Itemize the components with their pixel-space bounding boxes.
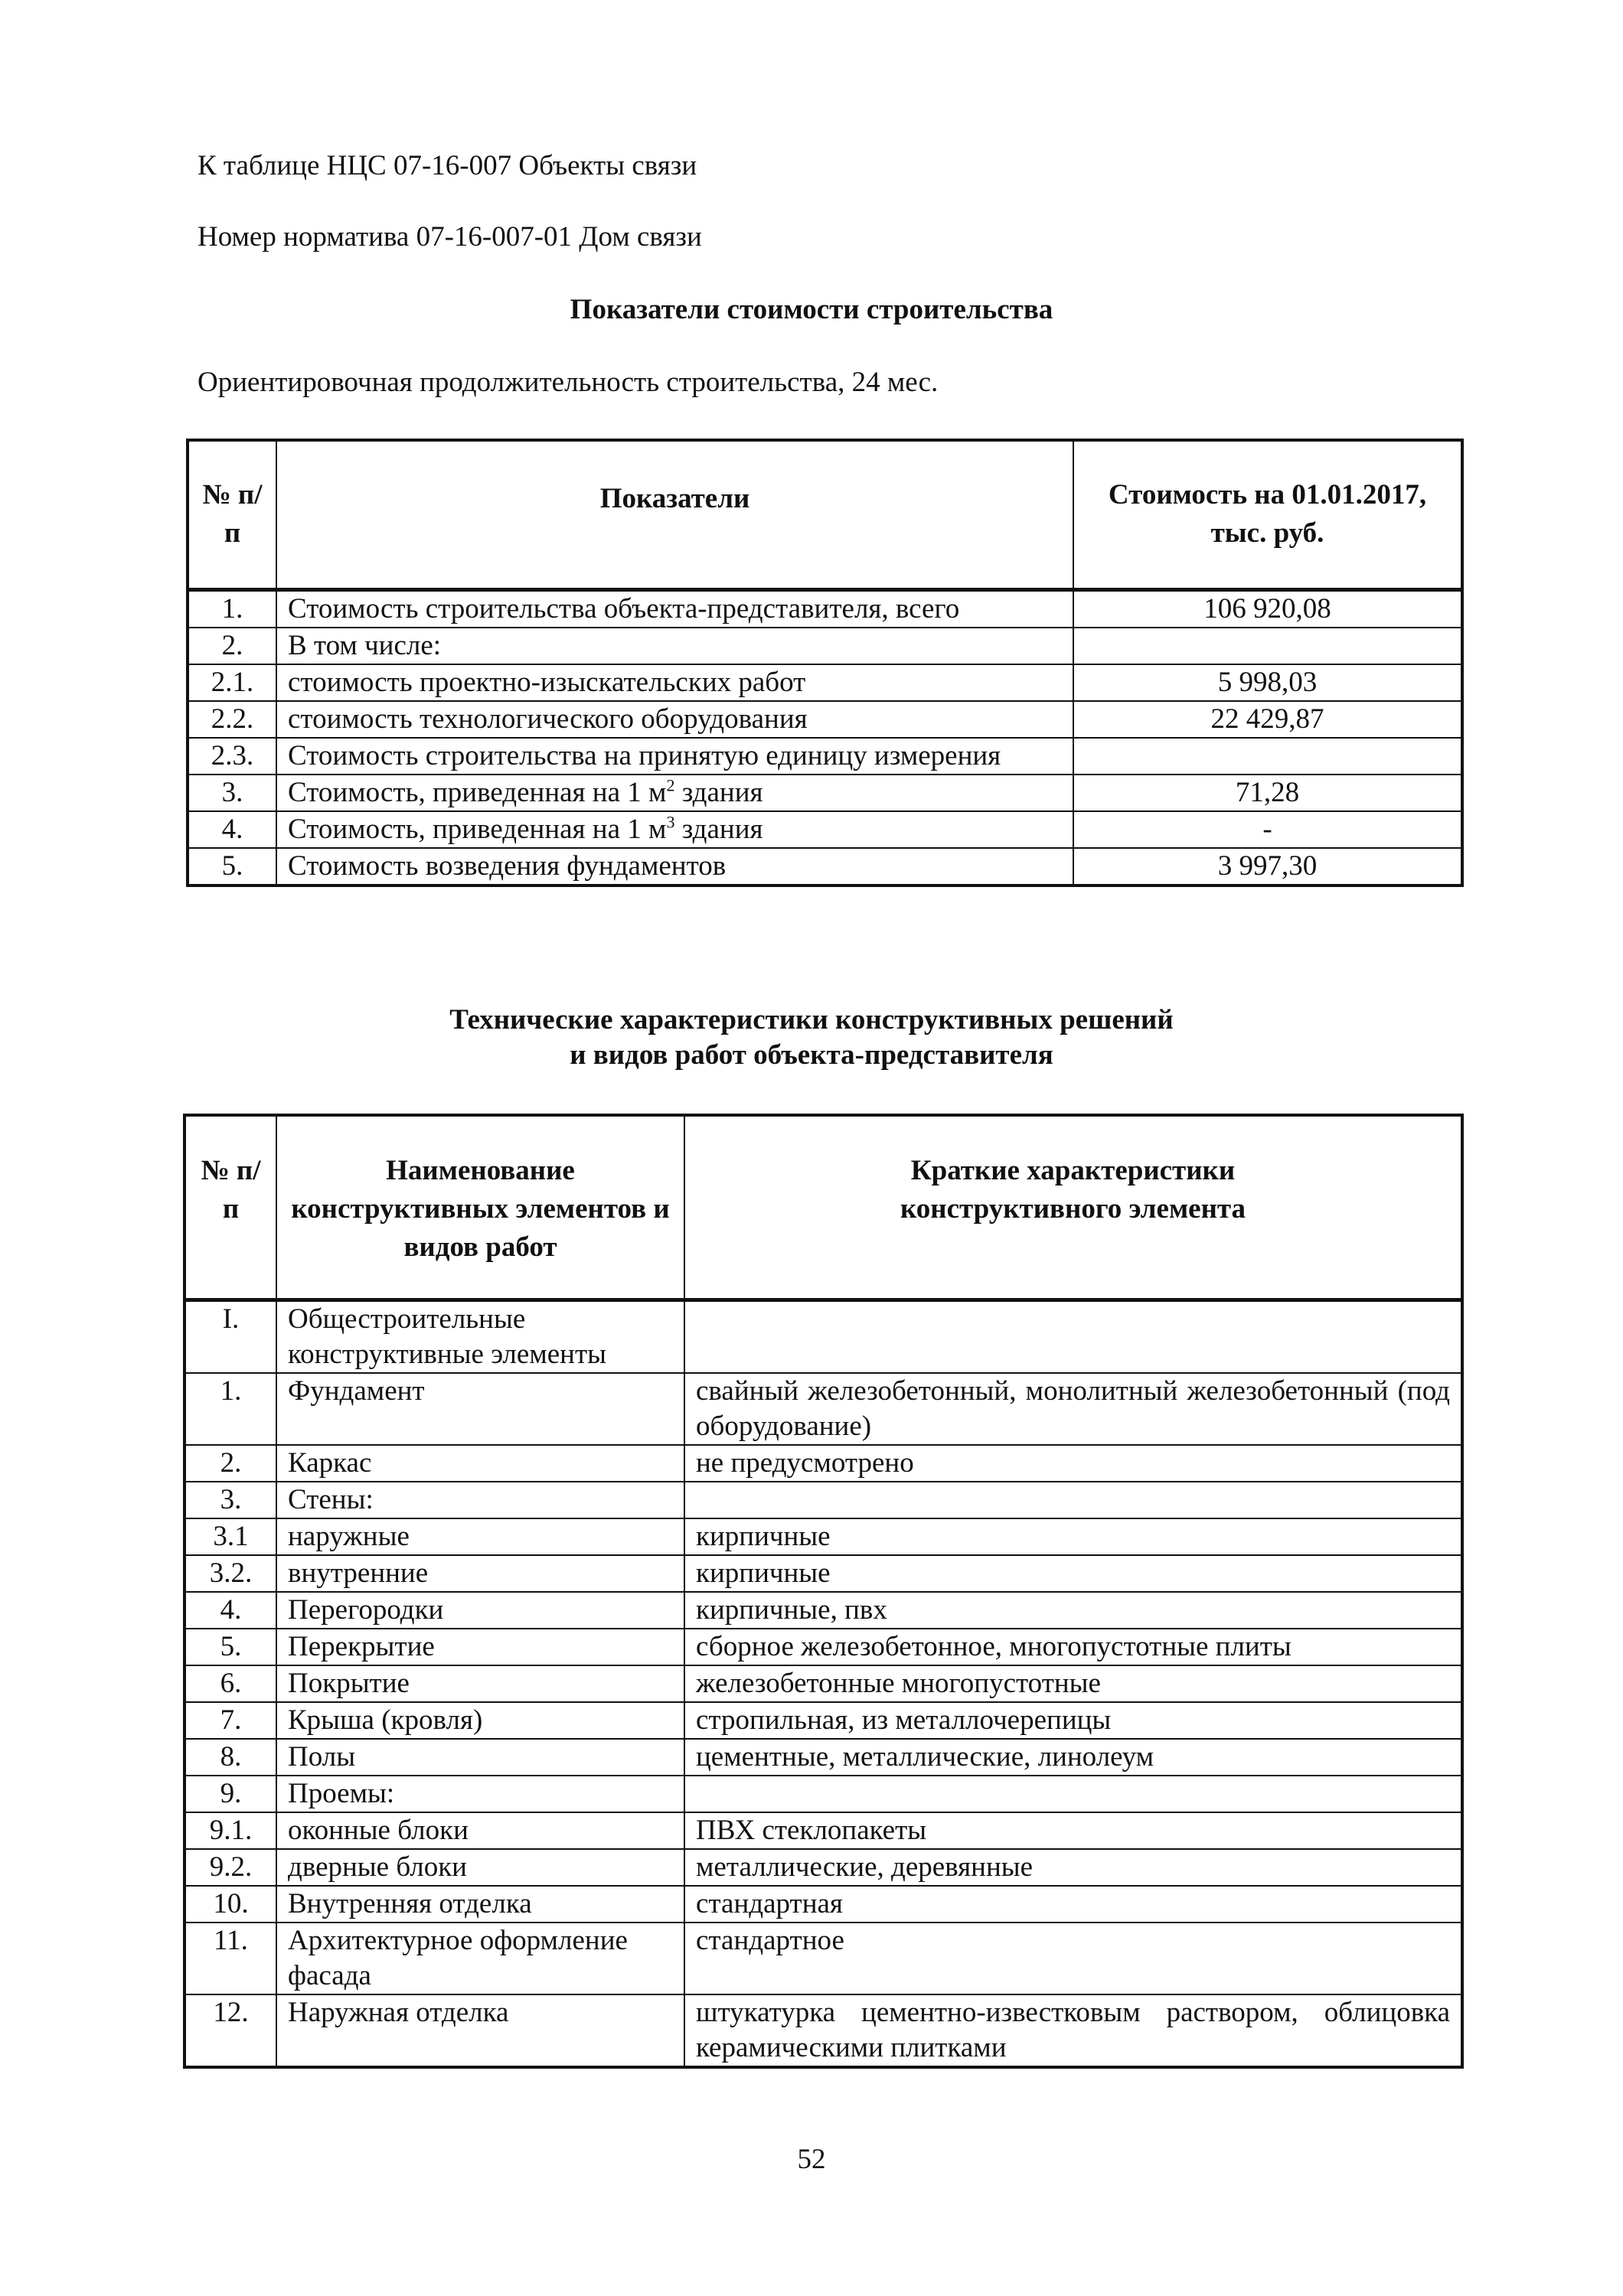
indicator-text-tail: здания [674, 813, 763, 845]
cost-section-title: Показатели стоимости строительства [570, 294, 1053, 325]
table-row [185, 1518, 1462, 1555]
header-indicators: Показатели [276, 440, 1073, 589]
row-number: 9. [185, 1776, 276, 1812]
row-element-name: Каркас [276, 1445, 684, 1482]
row-indicator: Стоимость строительства на принятую единицу измерения [276, 738, 1073, 775]
row-element-name: наружные [276, 1518, 684, 1555]
table-row [185, 1592, 1462, 1629]
row-number: 1. [185, 1373, 276, 1445]
table-row [185, 1482, 1462, 1518]
table-row [185, 1300, 1462, 1373]
row-characteristics: стандартное [684, 1923, 1462, 1994]
unit-exponent: 2 [666, 775, 675, 795]
row-cost: 22 429,87 [1073, 701, 1462, 738]
row-element-name: оконные блоки [276, 1812, 684, 1849]
row-characteristics: кирпичные, пвх [684, 1592, 1462, 1629]
table-row [185, 1849, 1462, 1886]
table-row [185, 1665, 1462, 1702]
row-characteristics: железобетонные многопустотные [684, 1665, 1462, 1702]
row-characteristics: штукатурка цементно-известковым раствором, облицовка керамическими плитками [684, 1994, 1462, 2067]
row-element-name: Фундамент [276, 1373, 684, 1445]
row-number: 6. [185, 1665, 276, 1702]
table-row [188, 701, 1462, 738]
row-characteristics [684, 1776, 1462, 1812]
row-indicator [276, 775, 1073, 811]
row-element-name: Перегородки [276, 1592, 684, 1629]
table-row [185, 1555, 1462, 1592]
table-row [188, 848, 1462, 885]
table-row [188, 628, 1462, 664]
table-reference: К таблице НЦС 07-16-007 Объекты связи [198, 150, 697, 181]
row-cost: - [1073, 811, 1462, 848]
tech-section-title-line1: Технические характеристики конструктивных решений [449, 1004, 1174, 1035]
indicator-text: Стоимость, приведенная на 1 м [288, 776, 667, 808]
row-element-name: Крыша (кровля) [276, 1702, 684, 1739]
row-element-name: Наружная отделка [276, 1994, 684, 2067]
row-element-name: Проемы: [276, 1776, 684, 1812]
row-number: 5. [188, 848, 276, 885]
indicator-text: Стоимость, приведенная на 1 м [288, 813, 667, 845]
table-row [188, 775, 1462, 811]
header-cost: Стоимость на 01.01.2017, тыс. руб. [1073, 440, 1462, 589]
row-element-name: Перекрытие [276, 1629, 684, 1665]
header-number: № п/п [188, 440, 276, 589]
row-number: 2.1. [188, 664, 276, 701]
row-characteristics: ПВХ стеклопакеты [684, 1812, 1462, 1849]
row-characteristics: цементные, металлические, линолеум [684, 1739, 1462, 1776]
header-number: № п/п [185, 1115, 276, 1300]
table-row [185, 1739, 1462, 1776]
row-number: 10. [185, 1886, 276, 1923]
row-indicator [276, 811, 1073, 848]
header-element-name: Наименование конструктивных элементов и видов работ [276, 1115, 684, 1300]
row-number: 9.2. [185, 1849, 276, 1886]
row-number: I. [185, 1300, 276, 1373]
table-row [188, 664, 1462, 701]
row-number: 8. [185, 1739, 276, 1776]
row-characteristics: сборное железобетонное, многопустотные плиты [684, 1629, 1462, 1665]
row-element-name: Общестроительные конструктивные элементы [276, 1300, 684, 1373]
row-element-name: Полы [276, 1739, 684, 1776]
row-indicator: стоимость проектно-изыскательских работ [276, 664, 1073, 701]
row-number: 11. [185, 1923, 276, 1994]
row-number: 5. [185, 1629, 276, 1665]
row-element-name: Архитектурное оформление фасада [276, 1923, 684, 1994]
row-cost [1073, 738, 1462, 775]
table-row [185, 1702, 1462, 1739]
row-cost: 71,28 [1073, 775, 1462, 811]
row-characteristics [684, 1482, 1462, 1518]
row-number: 2.3. [188, 738, 276, 775]
row-element-name: внутренние [276, 1555, 684, 1592]
table-row [185, 1776, 1462, 1812]
row-indicator: В том числе: [276, 628, 1073, 664]
tech-table [183, 1114, 1464, 2069]
row-indicator: стоимость технологического оборудования [276, 701, 1073, 738]
row-element-name: Внутренняя отделка [276, 1886, 684, 1923]
header-characteristics: Краткие характеристики конструктивного элемента [684, 1115, 1462, 1300]
row-cost: 5 998,03 [1073, 664, 1462, 701]
row-number: 1. [188, 589, 276, 628]
row-element-name: Покрытие [276, 1665, 684, 1702]
row-characteristics: стропильная, из металлочерепицы [684, 1702, 1462, 1739]
row-characteristics: кирпичные [684, 1555, 1462, 1592]
row-number: 2.2. [188, 701, 276, 738]
table-row [188, 589, 1462, 628]
row-indicator: Стоимость возведения фундаментов [276, 848, 1073, 885]
table-row [185, 1923, 1462, 1994]
row-number: 3. [188, 775, 276, 811]
page-number: 52 [797, 2144, 826, 2175]
unit-exponent: 3 [666, 812, 675, 832]
indicator-text-tail: здания [674, 776, 763, 808]
table-row [188, 811, 1462, 848]
table-row [185, 1373, 1462, 1445]
row-characteristics: не предусмотрено [684, 1445, 1462, 1482]
row-cost: 106 920,08 [1073, 589, 1462, 628]
table-row [185, 1886, 1462, 1923]
row-number: 3. [185, 1482, 276, 1518]
construction-duration: Ориентировочная продолжительность строительства, 24 мес. [198, 367, 939, 398]
row-element-name: дверные блоки [276, 1849, 684, 1886]
row-characteristics: свайный железобетонный, монолитный железобетонный (под оборудование) [684, 1373, 1462, 1445]
table-row [185, 1812, 1462, 1849]
row-characteristics [684, 1300, 1462, 1373]
cost-table [186, 439, 1464, 887]
row-characteristics: стандартная [684, 1886, 1462, 1923]
row-cost: 3 997,30 [1073, 848, 1462, 885]
table-row [185, 1445, 1462, 1482]
row-number: 7. [185, 1702, 276, 1739]
row-characteristics: металлические, деревянные [684, 1849, 1462, 1886]
norm-number: Номер норматива 07-16-007-01 Дом связи [198, 221, 702, 253]
row-element-name: Стены: [276, 1482, 684, 1518]
row-cost [1073, 628, 1462, 664]
row-number: 9.1. [185, 1812, 276, 1849]
row-number: 3.1 [185, 1518, 276, 1555]
row-number: 12. [185, 1994, 276, 2067]
table-row [188, 738, 1462, 775]
row-number: 2. [188, 628, 276, 664]
row-number: 2. [185, 1445, 276, 1482]
row-number: 4. [185, 1592, 276, 1629]
tech-section-title-line2: и видов работ объекта-представителя [570, 1039, 1053, 1071]
row-indicator: Стоимость строительства объекта-представителя, всего [276, 589, 1073, 628]
table-row [185, 1629, 1462, 1665]
row-characteristics: кирпичные [684, 1518, 1462, 1555]
table-row [185, 1994, 1462, 2067]
row-number: 3.2. [185, 1555, 276, 1592]
row-number: 4. [188, 811, 276, 848]
